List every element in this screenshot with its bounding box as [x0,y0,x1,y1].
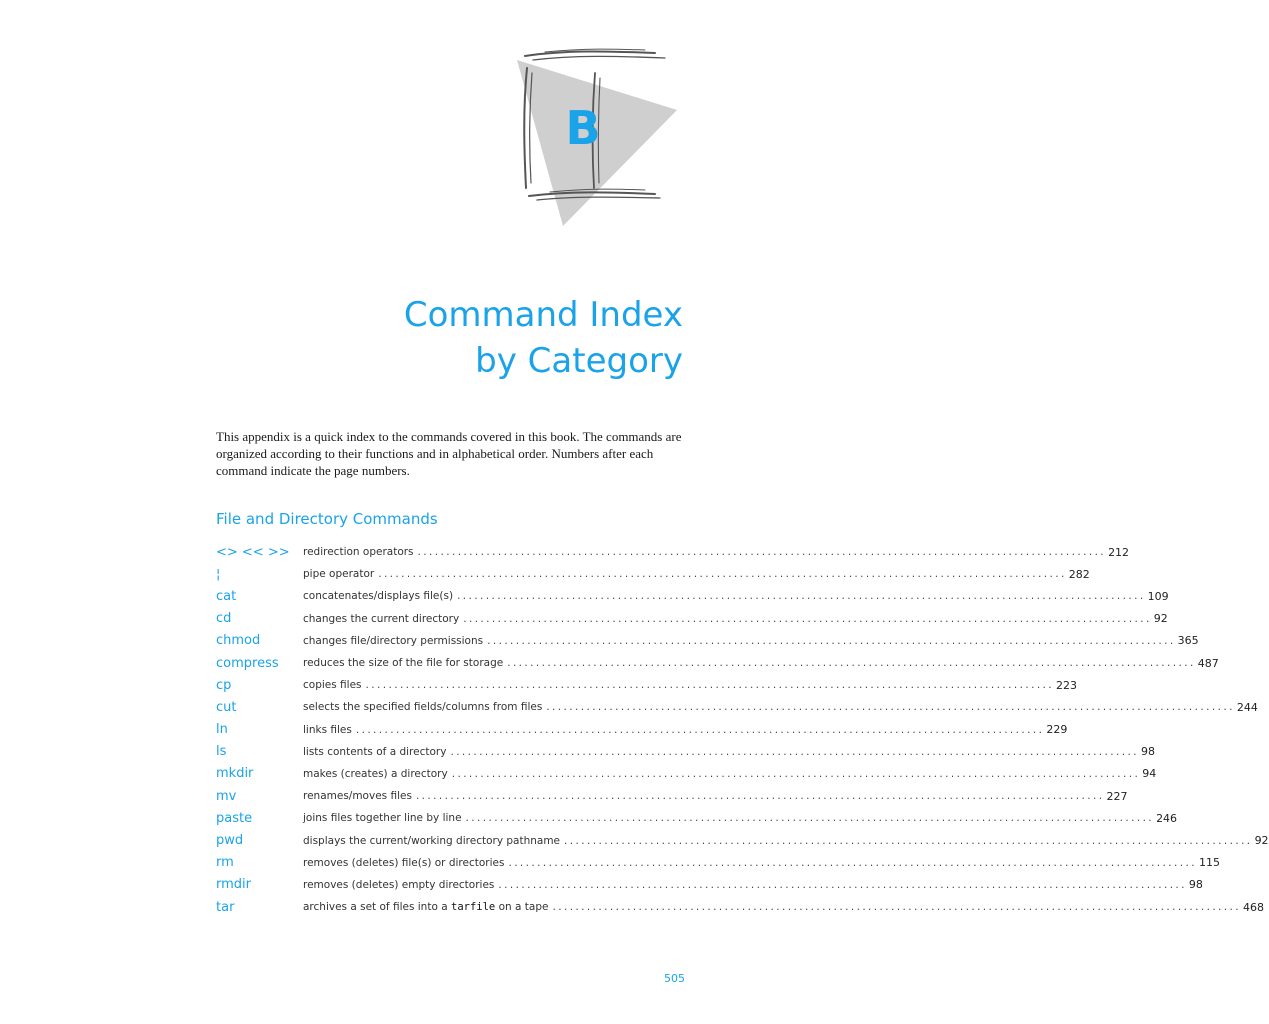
command-description: makes (creates) a directory [303,767,448,780]
command-page[interactable]: 98 [1140,745,1155,759]
command-page[interactable]: 98 [1188,878,1203,892]
command-page[interactable]: 282 [1068,567,1090,581]
command-name[interactable]: cp [216,677,232,693]
command-name[interactable]: cut [216,699,237,715]
dot-leader: ........................................................................................................................ [451,767,1141,780]
command-description: links files [303,723,352,736]
appendix-letter: B [565,101,601,155]
command-page[interactable]: 92 [1153,612,1168,626]
dot-leader: ........................................................................................................................ [487,634,1176,647]
command-page[interactable]: 92 [1254,834,1269,848]
command-description: removes (deletes) file(s) or directories [303,856,505,869]
command-description: lists contents of a directory [303,745,447,758]
dot-leader: ........................................................................................................................ [457,590,1146,603]
command-row [216,829,1269,851]
intro-paragraph: This appendix is a quick index to the commands covered in this book. The commands are organized according to their functions and in alphabetical order. Numbers after each command indicate the page numbers. [216,429,682,478]
command-page[interactable]: 227 [1106,789,1128,803]
title-line-2: by Category [475,341,683,381]
command-row [216,807,1178,829]
description-code: tarfile [451,901,496,914]
command-name[interactable]: cd [216,611,232,627]
command-page[interactable]: 487 [1197,656,1219,670]
command-description: concatenates/displays file(s) [303,590,454,603]
command-description: changes the current directory [303,612,460,625]
dot-leader: ........................................................................................................................ [507,657,1196,670]
command-name[interactable]: mv [216,788,237,804]
command-row [216,563,1090,585]
command-name[interactable]: tar [216,899,235,915]
description-text-after: on a tape [498,901,549,914]
dot-leader: ........................................................................................................................ [417,546,1107,559]
command-description [303,901,552,913]
command-description: displays the current/working directory pathname [303,834,561,847]
command-row [216,719,1068,741]
command-row [216,630,1199,652]
dot-leader: ........................................................................................................................ [355,723,1045,736]
command-name[interactable]: paste [216,810,253,826]
command-row [216,763,1157,785]
command-description: copies files [303,679,362,692]
command-page[interactable]: 244 [1236,700,1258,714]
command-name[interactable]: compress [216,655,279,671]
dot-leader: ........................................................................................................................ [450,745,1139,758]
command-name[interactable]: rm [216,855,234,871]
command-row [216,608,1168,630]
command-row [216,741,1155,763]
command-row [216,852,1220,874]
dot-leader: ........................................................................................................................ [465,812,1155,825]
section-heading: File and Directory Commands [216,510,438,528]
description-text: archives a set of files into a [303,901,448,914]
dot-leader: ........................................................................................................................ [365,679,1055,692]
dot-leader: ........................................................................................................................ [463,612,1152,625]
command-row [216,652,1219,674]
command-name[interactable]: mkdir [216,766,254,782]
command-page[interactable]: 468 [1243,900,1265,914]
command-description: removes (deletes) empty directories [303,878,495,891]
command-page[interactable]: 365 [1177,634,1199,648]
command-description: pipe operator [303,568,375,581]
command-name[interactable]: pwd [216,833,244,849]
command-description: reduces the size of the file for storage [303,657,504,670]
command-row [216,696,1258,718]
command-list [216,541,1269,918]
command-description: redirection operators [303,546,414,559]
dot-leader: ........................................................................................................................ [415,790,1105,803]
dot-leader: ........................................................................................................................ [498,878,1187,891]
dot-leader: ........................................................................................................................ [564,834,1253,847]
command-name[interactable]: ln [216,722,228,738]
command-row [216,585,1169,607]
command-name[interactable]: chmod [216,633,261,649]
page-title [404,292,683,384]
command-name[interactable]: rmdir [216,877,251,893]
title-line-1: Command Index [403,295,683,335]
command-row [216,896,1265,918]
dot-leader: ........................................................................................................................ [378,568,1067,581]
command-row [216,785,1128,807]
command-name[interactable]: ¦ [216,566,221,582]
command-row [216,541,1130,563]
command-description: joins files together line by line [303,812,462,825]
command-page[interactable]: 223 [1056,678,1078,692]
command-page[interactable]: 229 [1046,723,1068,737]
dot-leader: ........................................................................................................................ [546,701,1235,714]
command-name[interactable]: <> << >> [216,544,290,560]
page-number: 505 [664,972,685,985]
command-description: selects the specified fields/columns from files [303,701,543,714]
command-page[interactable]: 109 [1147,589,1169,603]
command-page[interactable]: 115 [1198,856,1220,870]
command-page[interactable]: 212 [1108,545,1130,559]
command-name[interactable]: ls [216,744,227,760]
command-description: changes file/directory permissions [303,634,484,647]
command-row [216,674,1078,696]
command-name[interactable]: cat [216,588,237,604]
dot-leader: ........................................................................................................................ [508,856,1197,869]
dot-leader: ........................................................................................................................ [552,901,1242,914]
command-page[interactable]: 246 [1156,811,1178,825]
command-row [216,874,1203,896]
command-page[interactable]: 94 [1142,767,1157,781]
command-description: renames/moves files [303,790,412,803]
